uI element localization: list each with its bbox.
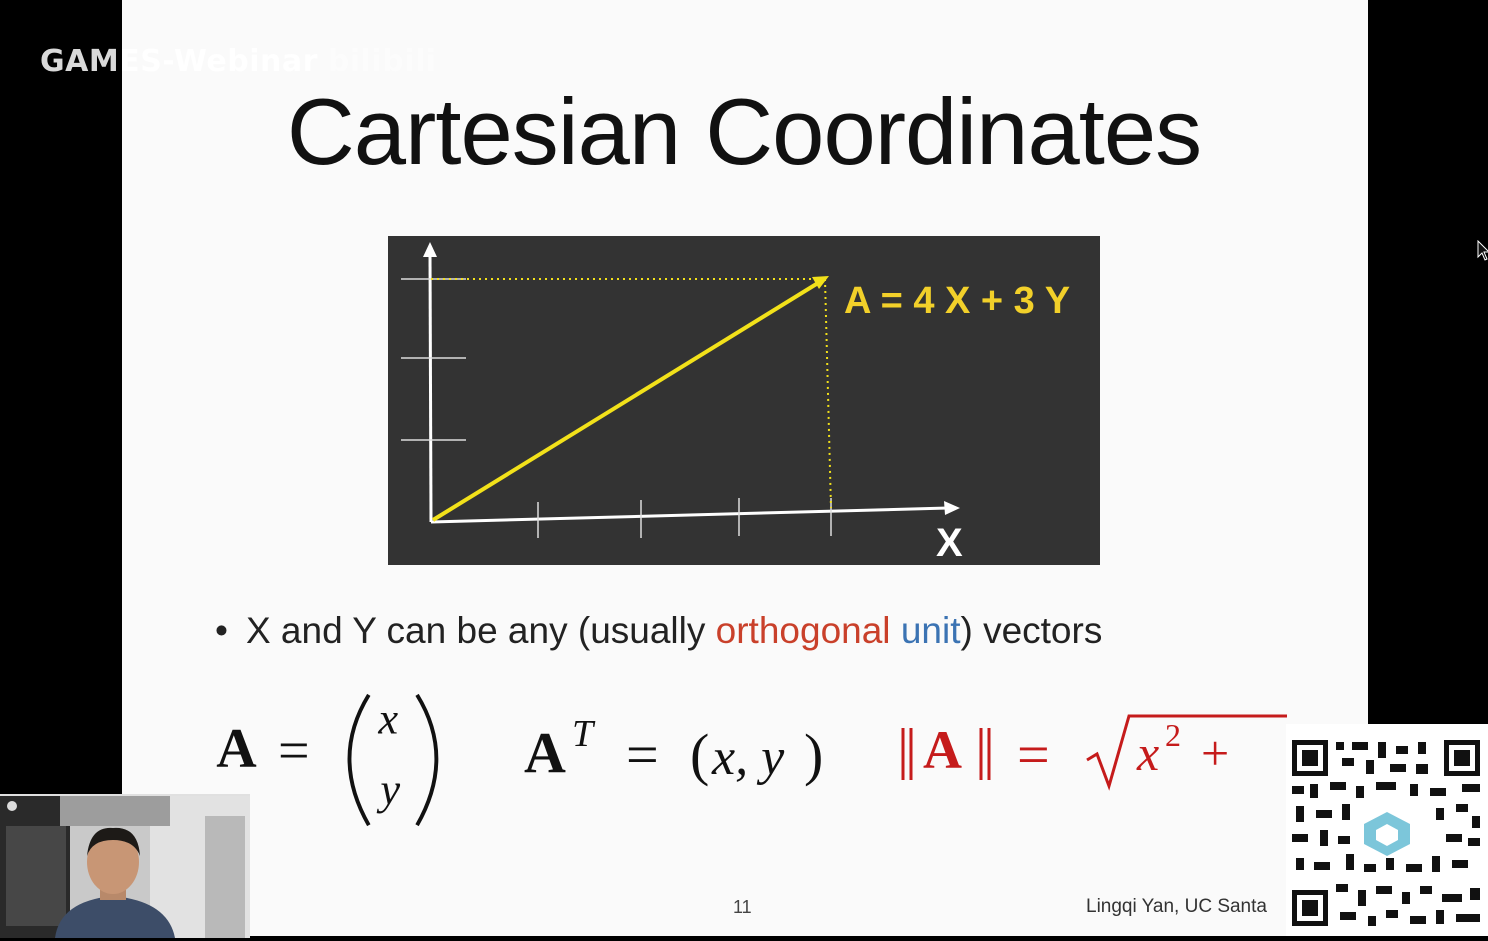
- vector-equation: A = 4 X + 3 Y: [844, 280, 1071, 322]
- svg-text:=: =: [1017, 722, 1050, 787]
- slide-credit: Lingqi Yan, UC Santa: [1086, 896, 1267, 917]
- svg-text:+: +: [1201, 725, 1230, 781]
- bullet-word-orthogonal: orthogonal: [715, 610, 891, 651]
- svg-text:=: =: [626, 722, 659, 787]
- svg-text:x: x: [1137, 725, 1160, 781]
- svg-text:A: A: [524, 720, 566, 785]
- cursor-icon: [1477, 240, 1488, 262]
- bullet-dot: •: [215, 610, 228, 651]
- bullet-text-prefix: X and Y can be any (usually: [245, 610, 716, 651]
- svg-text:A: A: [216, 718, 257, 781]
- page-number: 11: [733, 897, 752, 917]
- svg-text:y: y: [380, 763, 401, 814]
- games-webinar-watermark: [40, 44, 437, 79]
- qr-code-icon: [1286, 724, 1488, 936]
- svg-text:): ): [804, 722, 824, 787]
- bullet-word-unit: unit: [900, 610, 961, 651]
- svg-text:(: (: [690, 722, 710, 787]
- equation-transpose: [522, 712, 832, 802]
- watermark-text: GAMES-Webinar: [40, 44, 318, 79]
- x-axis-label: X: [936, 521, 963, 565]
- svg-text:T: T: [572, 713, 594, 755]
- bullet-point: [215, 610, 1102, 652]
- bilibili-logo: bilibili: [327, 44, 437, 79]
- equation-norm: [897, 712, 1287, 802]
- slide-title: Cartesian Coordinates: [286, 79, 1202, 184]
- cartesian-diagram: [388, 236, 1100, 565]
- y-axis: [430, 254, 431, 522]
- svg-text:x: x: [378, 693, 399, 744]
- svg-text:2: 2: [1165, 717, 1181, 753]
- svg-text:x, y: x, y: [712, 729, 785, 786]
- bullet-text-suffix: ) vectors: [960, 610, 1103, 651]
- webcam-feed: [0, 794, 250, 938]
- svg-text:A: A: [923, 720, 962, 780]
- svg-text:=: =: [278, 720, 310, 783]
